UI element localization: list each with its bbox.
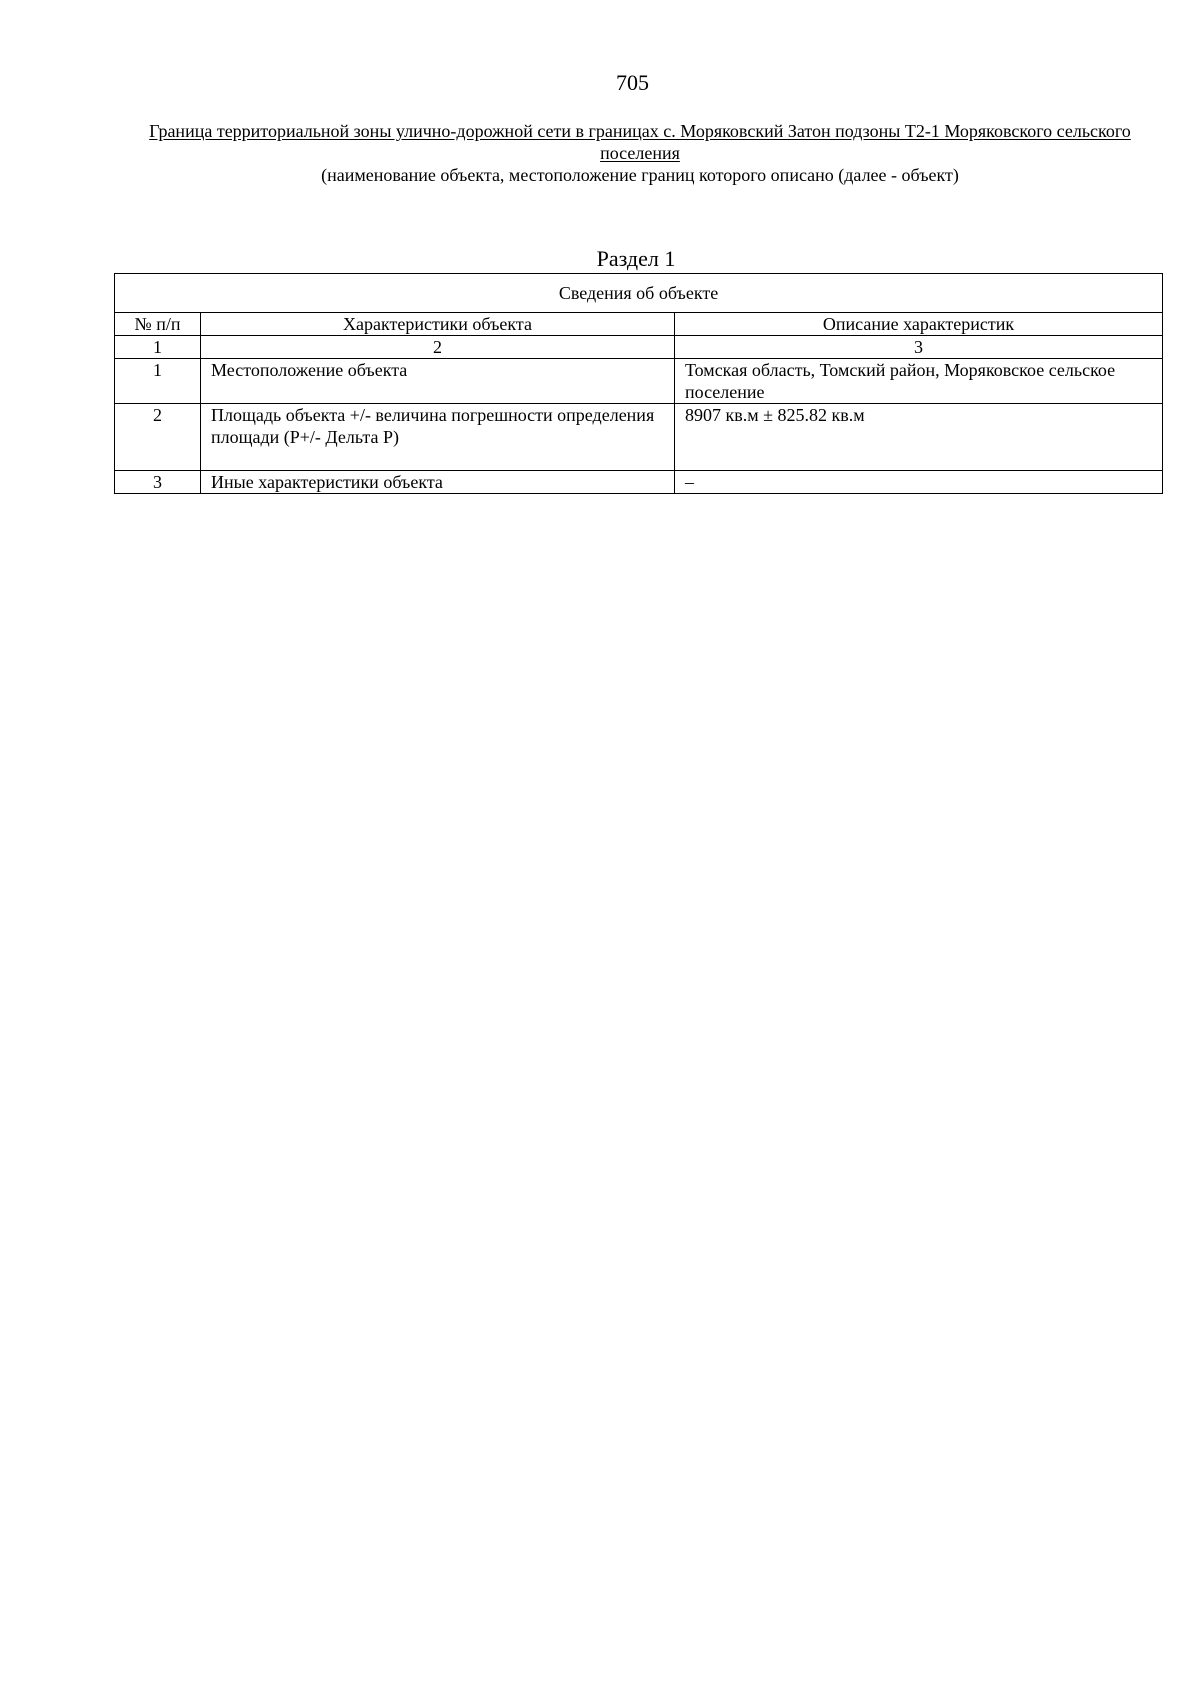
row-description: Томская область, Томский район, Моряковское сельское поселение [675,359,1163,404]
row-number: 3 [115,471,201,494]
table-row [115,359,1163,404]
column-number-2: 2 [201,336,675,359]
row-number: 1 [115,359,201,404]
table-row [115,404,1163,471]
table-row [115,471,1163,494]
table-header-row [115,313,1163,336]
row-description: 8907 кв.м ± 825.82 кв.м [675,404,1163,471]
row-description: – [675,471,1163,494]
object-name-title: Граница территориальной зоны улично-дорожной сети в границах с. Моряковский Затон подзоны Т2-1 Моряковского сельского поселения [149,121,1131,163]
page-number: 705 [616,70,649,95]
section-heading: Раздел 1 [596,246,676,271]
row-characteristic: Площадь объекта +/- величина погрешности определения площади (Р+/- Дельта Р) [201,404,675,471]
object-info-table [114,273,1163,494]
row-number: 2 [115,404,201,471]
table-caption: Сведения об объекте [115,274,1163,313]
table-caption-row [115,274,1163,313]
column-number-1: 1 [115,336,201,359]
row-characteristic: Иные характеристики объекта [201,471,675,494]
header-characteristic: Характеристики объекта [201,313,675,336]
column-number-row [115,336,1163,359]
header-description: Описание характеристик [675,313,1163,336]
document-title-block [118,120,1162,186]
column-number-3: 3 [675,336,1163,359]
row-characteristic: Местоположение объекта [201,359,675,404]
object-name-caption: (наименование объекта, местоположение границ которого описано (далее - объект) [321,165,959,185]
header-number: № п/п [115,313,201,336]
